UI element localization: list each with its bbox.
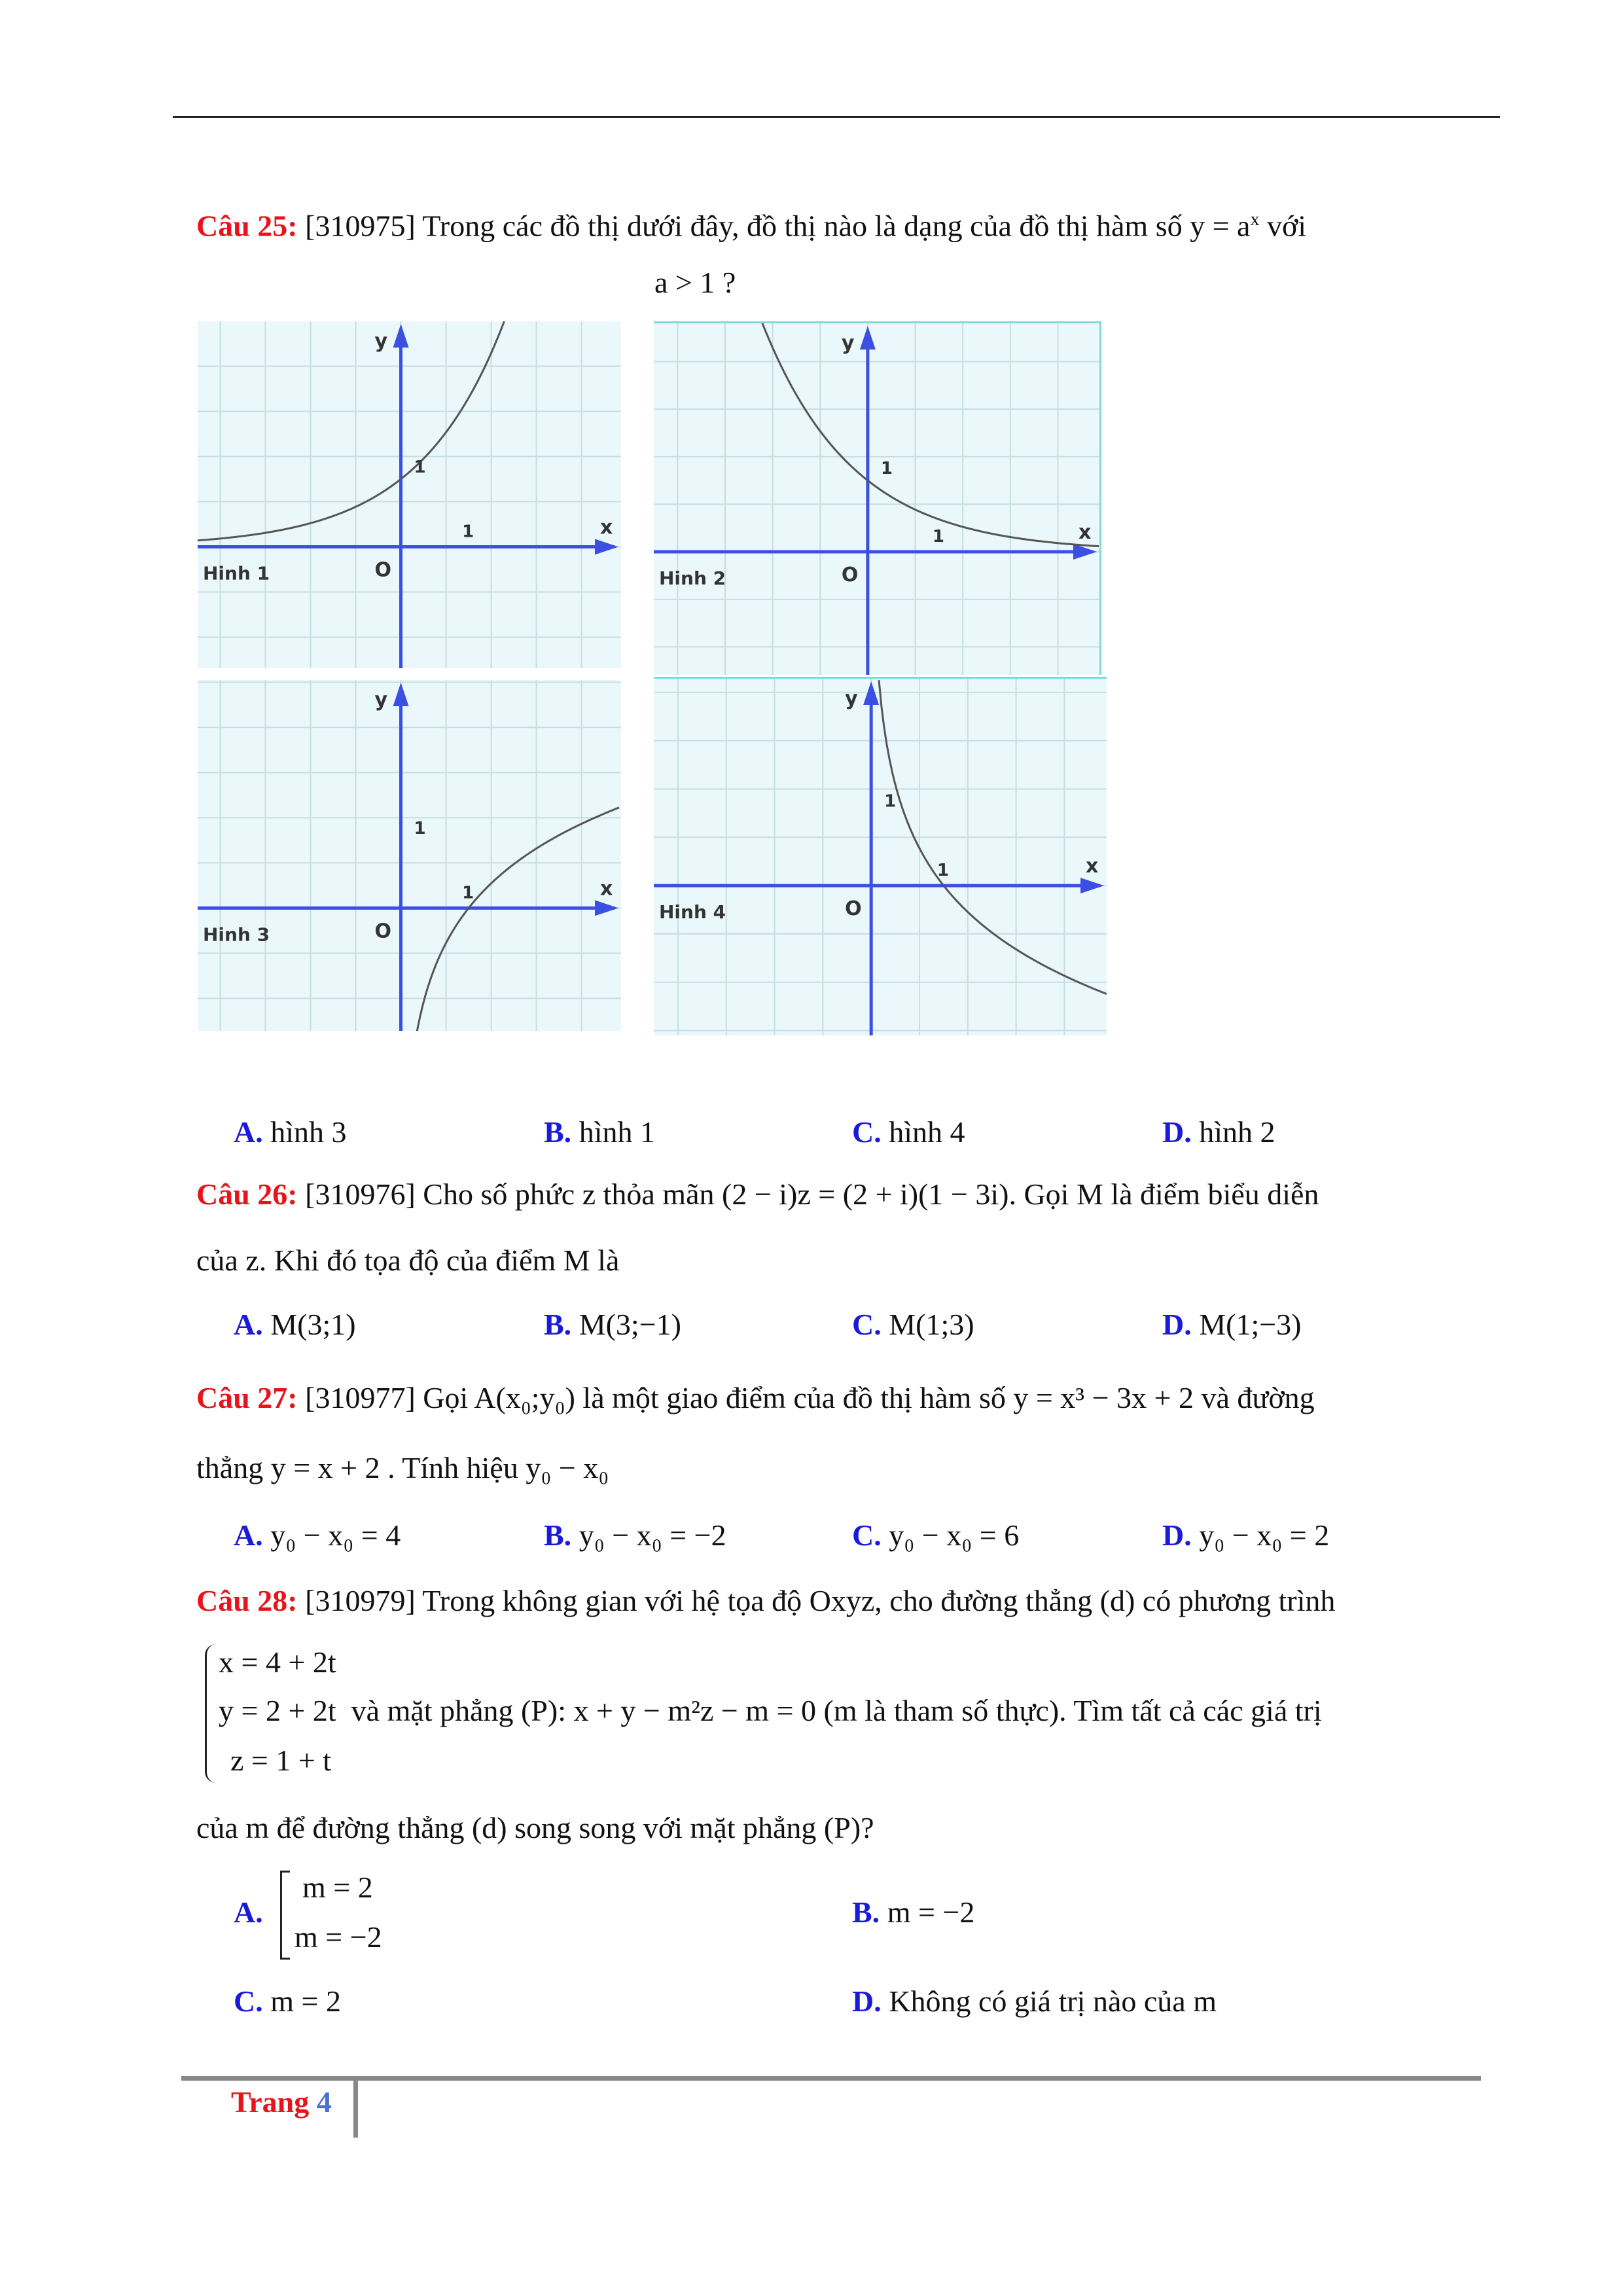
q28-option-d[interactable] <box>852 1983 1217 2020</box>
q27-option-d[interactable] <box>1162 1517 1329 1554</box>
question-label: Câu 28: <box>196 1584 298 1617</box>
option-text: y₀ − x₀ = 6 <box>881 1518 1020 1552</box>
x-arrow-icon <box>595 900 618 916</box>
option-key: C. <box>852 1115 882 1149</box>
question-text-end: với <box>1259 209 1307 243</box>
function-curve <box>758 323 1099 547</box>
figure-caption: Hinh 4 <box>659 901 726 924</box>
option-key: C. <box>234 1984 263 2018</box>
system-eq-y-text: y = 2 + 2t <box>219 1694 336 1727</box>
header-rule <box>173 116 1500 118</box>
option-text: M(3;−1) <box>571 1308 681 1341</box>
q28-option-a[interactable] <box>234 1894 263 1931</box>
page-number-value: 4 <box>316 2085 332 2119</box>
option-text: y₀ − x₀ = 4 <box>262 1518 401 1552</box>
footer-divider <box>353 2076 358 2138</box>
y-arrow-icon <box>393 683 409 706</box>
option-key: D. <box>1162 1518 1192 1552</box>
q26-option-a[interactable] <box>234 1306 356 1343</box>
origin-label: O <box>841 564 859 587</box>
y-unit-label: 1 <box>884 791 897 812</box>
page-label: Trang <box>231 2085 310 2119</box>
y-unit-label: 1 <box>880 459 893 479</box>
option-a-value-2: m = −2 <box>294 1920 382 1954</box>
q27-option-a[interactable] <box>234 1517 401 1554</box>
x-unit-label: 1 <box>462 883 474 903</box>
question-28-last-line: của m để đường thẳng (d) song song với mặt phẳng (P)? <box>196 1811 874 1844</box>
x-axis-label: x <box>600 516 613 539</box>
q25-option-a[interactable] <box>234 1114 347 1151</box>
y-axis-label: y <box>374 330 388 353</box>
y-arrow-icon <box>860 326 876 350</box>
question-25-line2: a > 1 ? <box>654 266 736 299</box>
y-arrow-icon <box>863 681 879 705</box>
x-arrow-icon <box>595 539 618 555</box>
q28-option-b[interactable] <box>852 1894 974 1931</box>
question-text: [310976] Cho số phức z thỏa mãn (2 − i)z = (2 + i)(1 − 3i). Gọi M là điểm biểu diễn <box>305 1177 1319 1211</box>
footer-rule <box>181 2076 1481 2081</box>
x-unit-label: 1 <box>936 861 949 881</box>
question-26 <box>196 1176 1319 1213</box>
x-unit-label: 1 <box>932 527 944 547</box>
option-key: A. <box>234 1308 263 1341</box>
plane-text: và mặt phẳng (P): x + y − m²z − m = 0 (m là tham số thực). Tìm tất cả các giá trị <box>351 1694 1322 1727</box>
option-key: D. <box>1162 1308 1192 1341</box>
question-label: Câu 27: <box>196 1381 298 1414</box>
option-text: M(1;3) <box>881 1308 974 1341</box>
option-text: m = −2 <box>880 1895 975 1929</box>
figure-hinh-3 <box>198 680 621 1031</box>
question-28 <box>196 1583 1335 1619</box>
q26-option-c[interactable] <box>852 1306 974 1343</box>
system-eq-x: x = 4 + 2t <box>219 1645 336 1679</box>
option-text: hình 2 <box>1191 1115 1275 1149</box>
question-25 <box>196 202 1306 244</box>
origin-label: O <box>374 558 392 582</box>
y-axis-label: y <box>374 689 388 711</box>
question-text: [310979] Trong không gian với hệ tọa độ Oxyz, cho đường thẳng (d) có phương trình <box>305 1584 1336 1617</box>
option-key: B. <box>544 1518 572 1552</box>
option-key: D. <box>1162 1115 1192 1149</box>
x-axis-label: x <box>600 877 613 901</box>
option-text: m = 2 <box>262 1984 341 2018</box>
q25-option-b[interactable] <box>544 1114 655 1151</box>
figure-hinh-2 <box>654 321 1101 675</box>
option-key: A. <box>234 1895 263 1929</box>
option-key: D. <box>852 1984 882 2018</box>
option-key: A. <box>234 1115 263 1149</box>
option-key: A. <box>234 1518 263 1552</box>
question-label: Câu 25: <box>196 209 298 243</box>
option-text: y₀ − x₀ = 2 <box>1191 1518 1330 1552</box>
option-a-bracket <box>280 1871 290 1960</box>
system-brace <box>205 1644 216 1783</box>
question-26-line2: của z. Khi đó tọa độ của điểm M là <box>196 1244 620 1277</box>
x-axis-label: x <box>1079 521 1092 545</box>
y-axis-label: y <box>841 332 855 355</box>
option-key: B. <box>544 1308 572 1341</box>
y-unit-label: 1 <box>414 457 426 477</box>
option-text: hình 4 <box>881 1115 965 1149</box>
system-eq-z: z = 1 + t <box>230 1744 332 1777</box>
q27-option-b[interactable] <box>544 1517 726 1554</box>
figure-caption: Hinh 3 <box>203 924 270 946</box>
y-axis-label: y <box>845 687 858 710</box>
x-unit-label: 1 <box>462 522 474 542</box>
figure-caption: Hinh 2 <box>659 567 726 590</box>
question-27-line2: thẳng y = x + 2 . Tính hiệu y₀ − x₀ <box>196 1451 609 1484</box>
y-arrow-icon <box>393 324 409 348</box>
option-a-value-1: m = 2 <box>302 1871 373 1904</box>
option-key: B. <box>852 1895 880 1929</box>
option-key: C. <box>852 1518 882 1552</box>
origin-label: O <box>374 920 392 943</box>
option-text: y₀ − x₀ = −2 <box>571 1518 726 1552</box>
page-number <box>231 2084 332 2121</box>
option-key: B. <box>544 1115 572 1149</box>
option-key: C. <box>852 1308 882 1341</box>
figure-hinh-4 <box>654 677 1107 1035</box>
option-text: hình 3 <box>262 1115 347 1149</box>
q25-option-c[interactable] <box>852 1114 965 1151</box>
figure-hinh-1 <box>198 321 621 668</box>
option-text: M(1;−3) <box>1191 1308 1302 1341</box>
y-unit-label: 1 <box>414 818 426 838</box>
question-text: [310977] Gọi A(x₀;y₀) là một giao điểm của đồ thị hàm số y = x³ − 3x + 2 và đường <box>305 1381 1315 1414</box>
option-text: M(3;1) <box>262 1308 356 1341</box>
question-label: Câu 26: <box>196 1177 298 1211</box>
x-axis-label: x <box>1086 855 1099 878</box>
option-text: hình 1 <box>571 1115 655 1149</box>
question-text: [310975] Trong các đồ thị dưới đây, đồ thị nào là dạng của đồ thị hàm số y = a <box>305 209 1251 243</box>
question-27 <box>196 1380 1315 1416</box>
option-text: Không có giá trị nào của m <box>881 1984 1217 2018</box>
q25-option-d[interactable] <box>1162 1114 1275 1151</box>
figure-caption: Hinh 1 <box>203 562 270 584</box>
q28-option-c[interactable] <box>234 1983 341 2020</box>
exponent: x <box>1250 209 1260 230</box>
q26-option-d[interactable] <box>1162 1306 1302 1343</box>
system-eq-y <box>219 1693 1322 1729</box>
origin-label: O <box>845 897 862 921</box>
x-arrow-icon <box>1080 878 1104 893</box>
function-curve <box>198 321 507 541</box>
q26-option-b[interactable] <box>544 1306 681 1343</box>
q27-option-c[interactable] <box>852 1517 1019 1554</box>
